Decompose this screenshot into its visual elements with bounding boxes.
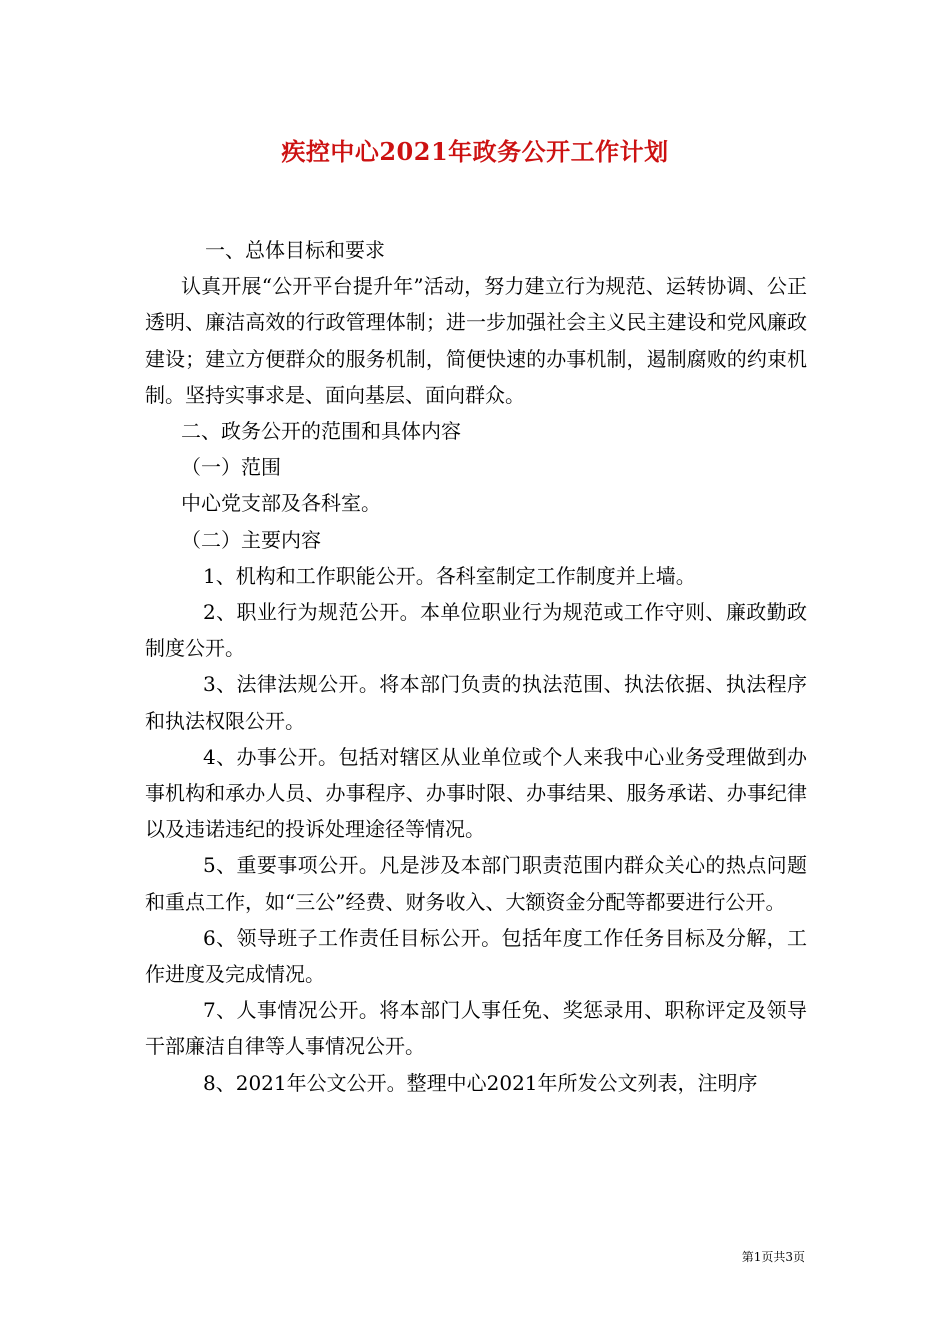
list-item-5: 5、重要事项公开。凡是涉及本部门职责范围内群众关心的热点问题和重点工作，如“三公”经费、财务收入、大额资金分配等都要进行公开。 xyxy=(145,853,807,914)
paragraph-goals: 认真开展“公开平台提升年”活动，努力建立行为规范、运转协调、公正透明、廉洁高效的行政管理体制；进一步加强社会主义民主建设和党风廉政建设；建立方便群众的服务机制，简便快速的办事机制，遏制腐败的约束机制。坚持实事求是、面向基层、面向群众。 xyxy=(145,274,807,407)
list-item-2: 2、职业行为规范公开。本单位职业行为规范或工作守则、廉政勤政制度公开。 xyxy=(145,600,807,661)
list-item-4: 4、办事公开。包括对辖区从业单位或个人来我中心业务受理做到办事机构和承办人员、办事程序、办事时限、办事结果、服务承诺、办事纪律以及违诺违纪的投诉处理途径等情况。 xyxy=(145,744,807,842)
list-item-6: 6、领导班子工作责任目标公开。包括年度工作任务目标及分解，工作进度及完成情况。 xyxy=(145,925,807,987)
paragraph-scope: 中心党支部及各科室。 xyxy=(181,491,381,516)
subheading-content: （二）主要内容 xyxy=(181,527,321,552)
list-item-8: 8、2021年公文公开。整理中心2021年所发公文列表，注明序 xyxy=(203,1070,758,1095)
subheading-scope: （一）范围 xyxy=(181,455,281,480)
list-item-3: 3、法律法规公开。将本部门负责的执法范围、执法依据、执法程序和执法权限公开。 xyxy=(145,672,807,733)
page-indicator: 第1页共3页 xyxy=(741,1250,805,1264)
section-heading-1: 一、总体目标和要求 xyxy=(205,238,385,262)
list-item-7: 7、人事情况公开。将本部门人事任免、奖惩录用、职称评定及领导干部廉洁自律等人事情况公开。 xyxy=(145,998,807,1059)
list-item-1: 1、机构和工作职能公开。各科室制定工作制度并上墙。 xyxy=(203,563,696,588)
section-heading-2: 二、政务公开的范围和具体内容 xyxy=(181,419,461,444)
document-body xyxy=(145,232,807,1101)
document-title: 疾控中心2021年政务公开工作计划 xyxy=(281,137,669,166)
